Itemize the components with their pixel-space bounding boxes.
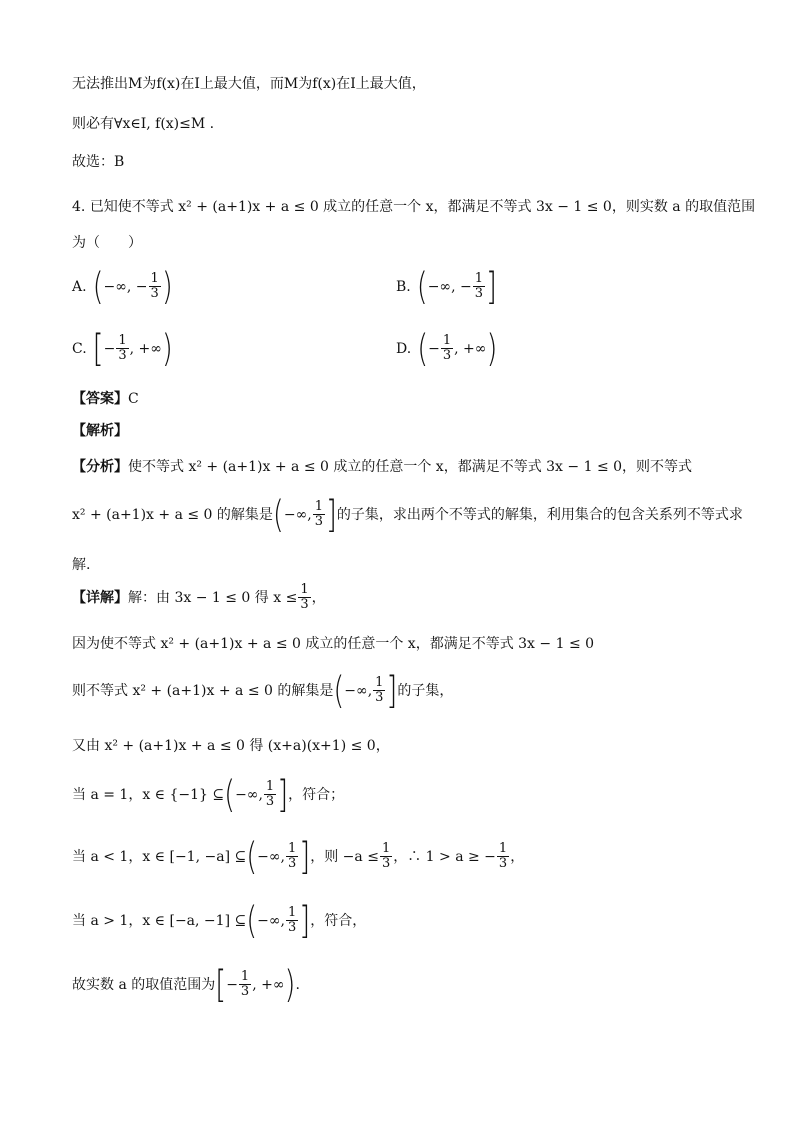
numerator: 1 [442,333,452,348]
bracket-close: ) [284,961,296,1007]
bracket-open: ( [224,771,236,817]
interval-left: −∞, [344,682,373,699]
detail-line-8 [72,961,300,1007]
fenxi-text-2b: 的子集，求出两个不等式的解集，利用集合的包含关系列不等式求 [336,506,743,523]
detail-line-4: 又由 x² + (a+1)x + a ≤ 0 得 (x+a)(x+1) ≤ 0， [72,738,390,754]
interval-right: , +∞ [252,976,285,993]
interval-left: −∞, [257,848,285,865]
bracket-close: ] [299,833,311,879]
numerator: 1 [150,271,159,286]
analysis-tag-text: 【解析】 [72,423,128,439]
fraction [313,500,325,529]
option-right: , +∞ [454,340,487,357]
answer-tag: 【答案】 [72,391,128,407]
interval-left: −∞, [257,912,285,929]
detail-text-6d: ， [510,848,525,865]
bracket-close: ] [277,771,289,817]
bracket-close: ] [486,263,497,309]
fraction [373,676,385,705]
detail-text-3a: 则不等式 x² + (a+1)x + a ≤ 0 的解集是 [72,682,334,699]
fraction [473,272,485,301]
denominator: 3 [265,794,275,809]
remark-line-2: 则必有∀x∈I, f(x)≤M . [72,116,215,132]
detail-text-7a: 当 a > 1，x ∈ [−a, −1] ⊆ [72,912,247,929]
denominator: 3 [375,690,384,705]
option-b[interactable] [396,263,497,309]
detail-text-5a: 当 a = 1，x ∈ {−1} ⊆ [72,786,225,803]
detail-line-3 [72,667,454,713]
bracket-open: [ [92,325,104,371]
detail-line-2: 因为使不等式 x² + (a+1)x + a ≤ 0 成立的任意一个 x，都满足不等式 3x − 1 ≤ 0 [72,636,595,652]
fraction [239,970,251,999]
option-c[interactable] [72,325,173,371]
detail-text-8a: 故实数 a 的取值范围为 [72,976,216,993]
detail-text-7b: ，符合， [310,912,367,929]
option-label: C. [72,340,87,357]
denominator: 3 [150,286,159,301]
detail-text-5b: ，符合； [288,786,345,803]
fenxi-text-2a: x² + (a+1)x + a ≤ 0 的解集是 [72,506,273,523]
fraction [441,334,453,363]
denominator: 3 [381,856,391,871]
bracket-open: ( [333,667,345,713]
denominator: 3 [498,856,508,871]
detail-text-6c: ，∴ 1 > a ≥ − [393,848,496,865]
bracket-open: ( [416,263,428,309]
interval-left: − [226,976,238,993]
option-left: − [428,340,440,357]
option-label: B. [396,278,411,295]
bracket-open: ( [92,263,104,309]
bracket-open: ( [246,833,258,879]
option-left: − [103,340,116,357]
numerator: 1 [300,582,309,597]
detail-line-7 [72,897,367,943]
question-stem-line-2: 为（ ） [72,235,142,251]
bracket-close: ] [325,491,337,537]
numerator: 1 [314,499,323,514]
option-right: , +∞ [129,340,162,357]
option-a[interactable] [72,263,173,309]
bracket-open: ( [246,897,258,943]
detail-text-1a: 解：由 3x − 1 ≤ 0 得 x ≤ [128,589,298,606]
bracket-close: ] [386,667,398,713]
detail-text-8b: . [295,976,300,993]
numerator: 1 [381,841,391,856]
numerator: 1 [265,779,275,794]
detail-line-1 [72,583,326,612]
detail-text-3b: 的子集， [397,682,454,699]
fenxi-line-1 [72,457,692,477]
option-left: −∞, − [103,278,148,295]
fraction [264,780,276,809]
option-left: −∞, − [427,278,472,295]
numerator: 1 [288,841,297,856]
remark-line-1: 无法推出M为f(x)在I上最大值，而M为f(x)在I上最大值， [72,76,426,92]
detail-line-6 [72,833,525,879]
detail-text-6b: ，则 −a ≤ [310,848,379,865]
fenxi-line-3: 解. [72,557,91,573]
fraction [286,906,298,935]
denominator: 3 [240,984,250,999]
bracket-open: ( [272,491,284,537]
fraction [116,334,128,363]
answer-value: C [128,391,139,407]
bracket-close: ] [299,897,311,943]
denominator: 3 [314,514,323,529]
bracket-close: ) [486,325,498,371]
denominator: 3 [474,286,483,301]
numerator: 1 [240,969,250,984]
analysis-tag [72,421,128,441]
fraction [380,842,392,871]
denominator: 3 [288,920,297,935]
question-stem: 已知使不等式 x² + (a+1)x + a ≤ 0 成立的任意一个 x，都满足不等式 3x − 1 ≤ 0，则实数 a 的取值范围 [89,199,756,215]
numerator: 1 [498,841,508,856]
option-d[interactable] [396,325,498,371]
question-number: 4. [72,199,86,215]
numerator: 1 [474,271,483,286]
fraction [286,842,298,871]
bracket-close: ) [161,325,173,371]
option-label: A. [72,278,87,295]
answer-line [72,389,139,409]
numerator: 1 [118,333,127,348]
interval-left: −∞, [283,506,312,523]
numerator: 1 [288,905,297,920]
fraction [497,842,509,871]
remark-line-3: 故选：B [72,154,125,170]
detail-line-5 [72,771,345,817]
fenxi-text-1: 使不等式 x² + (a+1)x + a ≤ 0 成立的任意一个 x，都满足不等式 3x − 1 ≤ 0，则不等式 [128,459,693,475]
denominator: 3 [300,597,309,612]
bracket-close: ) [161,263,173,309]
denominator: 3 [442,348,452,363]
bracket-open: [ [215,961,227,1007]
fenxi-line-2 [72,491,743,537]
bracket-open: ( [417,325,429,371]
detail-text-6a: 当 a < 1，x ∈ [−1, −a] ⊆ [72,848,247,865]
numerator: 1 [375,675,384,690]
denominator: 3 [118,348,127,363]
question-stem-line-1 [72,197,755,217]
option-label: D. [396,340,412,357]
fraction [149,272,161,301]
detail-tag: 【详解】 [72,589,128,606]
interval-left: −∞, [235,786,263,803]
detail-text-1b: ， [311,589,326,606]
fraction [298,583,310,612]
fenxi-tag: 【分析】 [72,459,128,475]
denominator: 3 [288,856,297,871]
